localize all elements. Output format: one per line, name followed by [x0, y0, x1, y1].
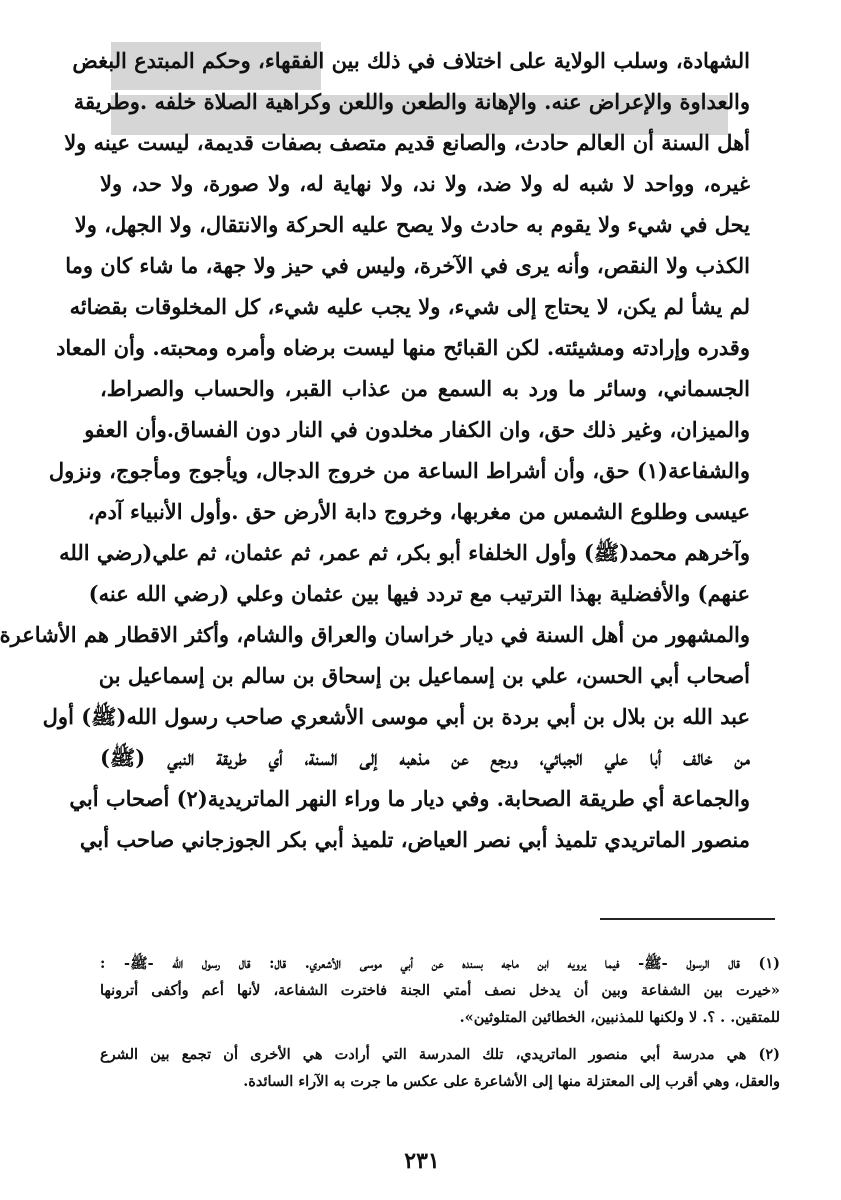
footnote-gap: [100, 1031, 780, 1041]
text-line-4: غيره، وواحد لا شبه له ولا ضد، ولا ند، ولا نهاية له، ولا صورة، ولا حد، ولا: [100, 171, 750, 196]
text-line-13: وآخرهم محمد(ﷺ) وأول الخلفاء أبو بكر، ثم عمر، ثم عثمان، ثم علي(رضي الله: [59, 540, 750, 565]
text-line-19: والجماعة أي طريقة الصحابة. وفي ديار ما وراء النهر الماتريدية(٢) أصحاب أبي: [69, 786, 750, 811]
text-line-14: عنهم) والأفضلية بهذا الترتيب مع تردد فيها بين عثمان وعلي (رضي الله عنه): [88, 581, 750, 606]
text-line-9: الجسماني، وسائر ما ورد به السمع من عذاب القبر، والحساب والصراط،: [100, 376, 750, 401]
text-line-8: وقدره وإرادته ومشيئته. لكن القبائح منها ليست برضاه وأمره ومحبته. وأن المعاد: [56, 335, 750, 360]
text-line-17: عبد الله بن بلال بن أبي بردة بن أبي موسى الأشعري صاحب رسول الله(ﷺ) أول: [42, 704, 750, 729]
text-line-1: الشهادة، وسلب الولاية على اختلاف في ذلك بين الفقهاء، وحكم المبتدع البغض: [72, 48, 750, 73]
footnote-2-line-1: (٢) هي مدرسة أبي منصور الماتريدي، تلك المدرسة التي أرادت هي الأخرى أن تجمع بين الشرع: [100, 1046, 780, 1063]
text-line-5: يحل في شيء ولا يقوم به حادث ولا يصح عليه الحركة والانتقال، ولا الجهل، ولا: [74, 212, 750, 237]
text-line-6: الكذب ولا النقص، وأنه يرى في الآخرة، وليس في حيز ولا جهة، ما شاء كان وما: [65, 253, 750, 278]
text-line-10: والميزان، وغير ذلك حق، وان الكفار مخلدون في النار دون الفساق.وأن العفو: [84, 417, 750, 442]
text-line-18: من خالف أبا علي الجبائي، ورجع عن مذهبه إلى السنة، أي طريقة النبي (ﷺ): [100, 745, 750, 770]
text-line-20: منصور الماتريدي تلميذ أبي نصر العياض، تلميذ أبي بكر الجوزجاني صاحب أبي: [79, 827, 750, 852]
text-line-16: أصحاب أبي الحسن، علي بن إسماعيل بن إسحاق بن سالم بن إسماعيل بن: [98, 663, 750, 688]
footnote-1-line-1: (١) قال الرسول -ﷺ- فيما يرويه ابن ماجه بسنده عن أبي موسى الأشعري. قال: قال رسول الله -ﷺ- :: [100, 955, 780, 972]
text-line-12: عيسى وطلوع الشمس من مغربها، وخروج دابة الأرض حق .وأول الأنبياء آدم،: [87, 499, 750, 524]
text-line-11: والشفاعة(١) حق، وأن أشراط الساعة من خروج الدجال، ويأجوج ومأجوج، ونزول: [48, 458, 750, 483]
text-line-3: أهل السنة أن العالم حادث، والصانع قديم متصف بصفات قديمة، ليست عينه ولا: [64, 130, 750, 155]
main-text: [0, 40, 750, 860]
text-line-15: والمشهور من أهل السنة في ديار خراسان والعراق والشام، وأكثر الاقطار هم الأشاعرة: [0, 622, 750, 647]
text-line-2: والعداوة والإعراض عنه. والإهانة والطعن واللعن وكراهية الصلاة خلفه .وطريقة: [73, 89, 750, 114]
footnote-1-line-3: للمتقين. . ؟. لا ولكنها للمذنبين، الخطائين المتلوثين».: [459, 1009, 780, 1026]
footnotes: [100, 950, 780, 1095]
page-number: ٢٣١: [404, 1148, 440, 1174]
footnote-1-line-2: «خيرت بين الشفاعة وبين أن يدخل نصف أمتي الجنة فاخترت الشفاعة، لأنها أعم وأكفى أترونها: [100, 982, 780, 999]
text-line-7: لم يشأ لم يكن، لا يحتاج إلى شيء، ولا يجب عليه شيء، كل المخلوقات بقضائه: [69, 294, 750, 319]
footnote-2-line-2: والعقل، وهي أقرب إلى المعتزلة منها إلى الأشاعرة على عكس ما جرت به الآراء السائدة.: [243, 1073, 780, 1090]
footnote-separator: [600, 918, 775, 920]
